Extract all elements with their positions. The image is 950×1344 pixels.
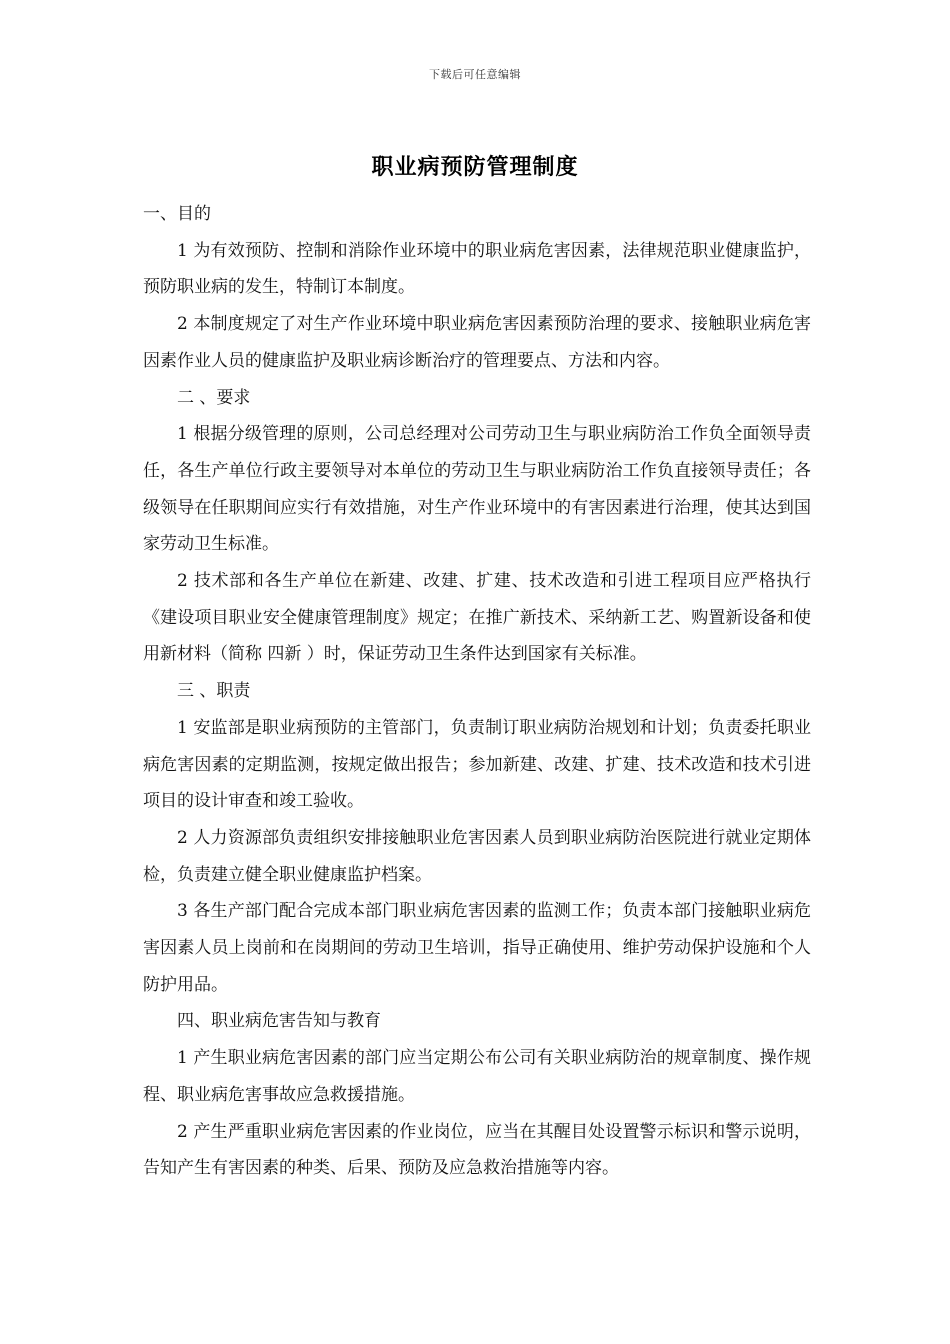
paragraph: 2 人力资源部负责组织安排接触职业危害因素人员到职业病防治医院进行就业定期体检，负责建立健全职业健康监护档案。 [143, 827, 811, 885]
document-title: 职业病预防管理制度 [371, 154, 579, 180]
header-note: 下载后可任意编辑 [429, 68, 521, 81]
paragraph: 2 技术部和各生产单位在新建、改建、扩建、技术改造和引进工程项目应严格执行《建设项目职业安全健康管理制度》规定；在推广新技术、采纳新工艺、购置新设备和使用新材料（简称 四新 ）时，保证劳动卫生条件达到国家有关标准。 [143, 571, 811, 665]
document-body [143, 196, 811, 1187]
section-heading-notification: 四、职业病危害告知与教育 [177, 1011, 381, 1032]
section-heading-requirements: 二 、要求 [177, 387, 251, 408]
paragraph: 1 安监部是职业病预防的主管部门，负责制订职业病防治规划和计划；负责委托职业病危害因素的定期监测，按规定做出报告；参加新建、改建、扩建、技术改造和技术引进项目的设计审查和竣工验收。 [143, 717, 811, 812]
paragraph: 1 为有效预防、控制和消除作业环境中的职业病危害因素，法律规范职业健康监护，预防职业病的发生，特制订本制度。 [143, 240, 811, 298]
section-heading-responsibilities: 三 、职责 [177, 681, 251, 702]
paragraph: 2 本制度规定了对生产作业环境中职业病危害因素预防治理的要求、接触职业病危害因素作业人员的健康监护及职业病诊断治疗的管理要点、方法和内容。 [143, 314, 811, 371]
paragraph: 1 产生职业病危害因素的部门应当定期公布公司有关职业病防治的规章制度、操作规程、职业病危害事故应急救援措施。 [143, 1048, 811, 1105]
paragraph: 1 根据分级管理的原则，公司总经理对公司劳动卫生与职业病防治工作负全面领导责任，各生产单位行政主要领导对本单位的劳动卫生与职业病防治工作负直接领导责任；各级领导在任职期间应实行有效措施，对生产作业环境中的有害因素进行治理，使其达到国家劳动卫生标准。 [143, 424, 811, 555]
section-heading-purpose: 一、目的 [143, 204, 211, 224]
paragraph: 2 产生严重职业病危害因素的作业岗位，应当在其醒目处设置警示标识和警示说明，告知产生有害因素的种类、后果、预防及应急救治措施等内容。 [143, 1121, 811, 1179]
paragraph: 3 各生产部门配合完成本部门职业病危害因素的监测工作；负责本部门接触职业病危害因素人员上岗前和在岗期间的劳动卫生培训，指导正确使用、维护劳动保护设施和个人防护用品。 [143, 901, 811, 995]
